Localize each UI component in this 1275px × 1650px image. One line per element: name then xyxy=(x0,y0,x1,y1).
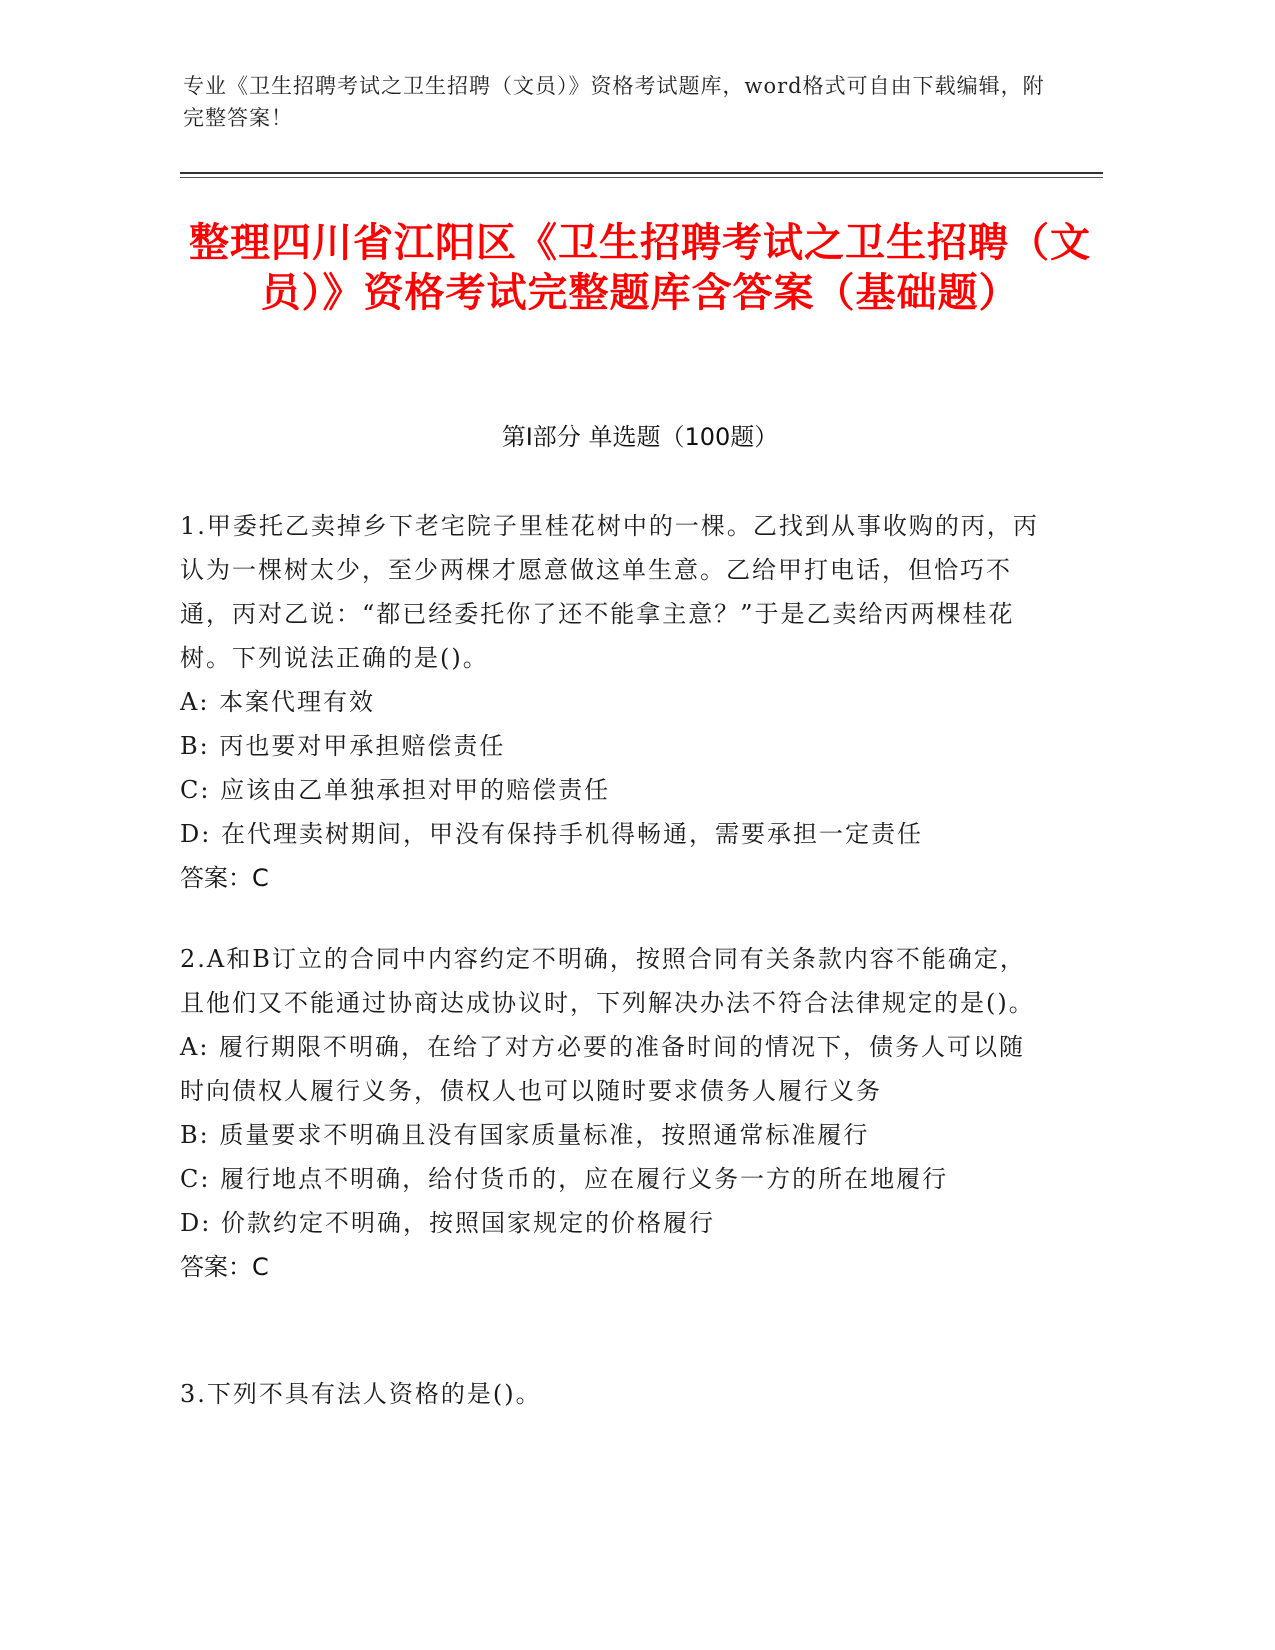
option-c: C: 履行地点不明确，给付货币的，应在履行义务一方的所在地履行 xyxy=(180,1165,949,1193)
option-d: D: 价款约定不明确，按照国家规定的价格履行 xyxy=(180,1209,715,1237)
answer: 答案：C xyxy=(180,864,269,892)
question-3 xyxy=(180,1372,1040,1416)
option-c: C: 应该由乙单独承担对甲的赔偿责任 xyxy=(180,776,611,804)
option-a: A: 履行期限不明确，在给了对方必要的准备时间的情况下，债务人可以随时向债权人履行义务，债权人也可以随时要求债务人履行义务 xyxy=(180,1033,1026,1105)
document-title: 整理四川省江阳区《卫生招聘考试之卫生招聘（文员）》资格考试完整题库含答案（基础题） xyxy=(189,220,1091,316)
question-stem: 1.甲委托乙卖掉乡下老宅院子里桂花树中的一棵。乙找到从事收购的丙，丙认为一棵树太少，至少两棵才愿意做这单生意。乙给甲打电话，但恰巧不通，丙对乙说：“都已经委托你了还不能拿主意？”于是乙卖给丙两棵桂花树。下列说法正确的是()。 xyxy=(180,512,1039,672)
section-heading: 第Ⅰ部分 单选题（100题） xyxy=(501,423,779,451)
question-2 xyxy=(180,937,1040,1289)
header-divider-thick xyxy=(180,172,1103,174)
answer: 答案：C xyxy=(180,1253,269,1281)
header-note: 专业《卫生招聘考试之卫生招聘（文员）》资格考试题库，word格式可自由下载编辑，附完整答案！ xyxy=(183,74,1045,130)
question-stem: 3.下列不具有法人资格的是()。 xyxy=(180,1380,542,1408)
question-1 xyxy=(180,504,1040,900)
header-divider-thin xyxy=(180,177,1103,178)
option-d: D: 在代理卖树期间，甲没有保持手机得畅通，需要承担一定责任 xyxy=(180,820,923,848)
option-a: A: 本案代理有效 xyxy=(180,688,376,716)
question-stem: 2.A和B订立的合同中内容约定不明确，按照合同有关条款内容不能确定，且他们又不能通过协商达成协议时，下列解决办法不符合法律规定的是()。 xyxy=(180,945,1035,1017)
option-b: B: 丙也要对甲承担赔偿责任 xyxy=(180,732,506,760)
option-b: B: 质量要求不明确且没有国家质量标准，按照通常标准履行 xyxy=(180,1121,870,1149)
